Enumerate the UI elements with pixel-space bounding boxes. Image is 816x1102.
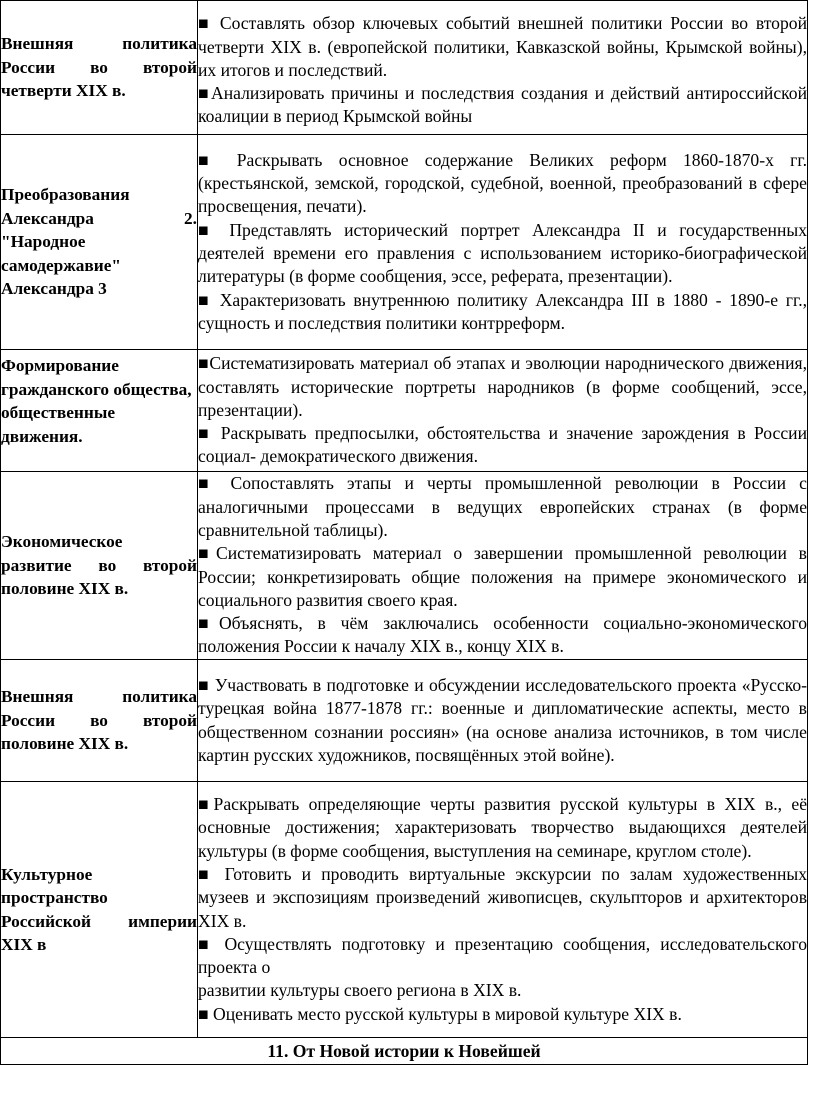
topic-title: Внешняя политика России во второй четверти XIX в.: [1, 34, 197, 101]
content-paragraph: ■ Сопоставлять этапы и черты промышленной революции в России с аналогичными процессами в ведущих европейских странах (в форме сравнительной таблицы).: [198, 473, 807, 540]
content-cell: [198, 472, 808, 660]
content-paragraph: ■ Раскрывать предпосылки, обстоятельства и значение зарождения в России социал- демократического движения.: [198, 423, 807, 467]
table-row: [1, 472, 808, 660]
topic-title: Культурное пространство Российской империи XIX в: [1, 864, 197, 954]
table-row: [1, 350, 808, 472]
content-cell: [198, 350, 808, 472]
table-row: [1, 782, 808, 1038]
content-paragraph: ■Анализировать причины и последствия создания и действий антироссийской коалиции в период Крымской войны: [198, 83, 807, 127]
topic-title: Преобразования Александра 2. "Народное самодержавие" Александра 3: [1, 185, 197, 299]
content-paragraph: ■Систематизировать материал об этапах и эволюции народнического движения, составлять исторические портреты народников (в форме сообщений, эссе, презентации).: [198, 353, 807, 420]
content-cell: [198, 135, 808, 350]
content-paragraph: ■ Участвовать в подготовке и обсуждении исследовательского проекта «Русско-турецкая война 1877-1878 гг.: военные и дипломатические аспекты, место в общественном сознании россиян» (на основе анализа источников, в том числе картин русских художников, посвящённых этой войне).: [198, 674, 807, 765]
topic-title: Экономическое развитие во второй половине XIX в.: [1, 532, 197, 599]
content-paragraph: ■ Характеризовать внутреннюю политику Александра III в 1880 - 1890-е гг., сущность и последствия политики контрреформ.: [198, 289, 807, 333]
content-paragraph: ■ Раскрывать основное содержание Великих реформ 1860-1870-х гг. (крестьянской, земской, городской, судебной, военной, преобразований в сфере просвещения, печати).: [198, 149, 807, 217]
content-cell: [198, 1, 808, 135]
content-cell: [198, 660, 808, 782]
content-paragraph: ■Систематизировать материал о завершении промышленной революции в России; конкретизировать общие положения на примере экономического и социального развития своего края.: [198, 543, 807, 610]
content-paragraph: ■ Представлять исторический портрет Александра II и государственных деятелей времени его правления с использованием историко-биографической литературы (в форме сообщения, эссе, реферата, презентации).: [198, 219, 807, 287]
content-paragraph: ■Объяснять, в чём заключались особенности социально-экономического положения России к началу XIX в., концу XIX в.: [198, 613, 807, 657]
content-paragraph: ■ Составлять обзор ключевых событий внешней политики России во второй четверти XIX в. (европейской политики, Кавказской войны, Крымской войны), их итогов и последствий.: [198, 13, 807, 80]
content-paragraph: ■ Готовить и проводить виртуальные экскурсии по залам художественных музеев и экспозициям произведений живописцев, скульпторов и архитекторов XIX в.: [198, 863, 807, 931]
topic-cell: [1, 1, 198, 135]
topic-title: Формирование гражданского общества, общественные движения.: [1, 356, 192, 446]
topic-cell: [1, 660, 198, 782]
topic-title: Внешняя политика России во второй половине XIX в.: [1, 687, 197, 754]
table-row: [1, 135, 808, 350]
topic-cell: [1, 350, 198, 472]
table-row: [1, 1, 808, 135]
topic-cell: [1, 135, 198, 350]
content-paragraph: ■ Оценивать место русской культуры в мировой культуре XIX в.: [198, 1003, 682, 1024]
content-paragraph: развитии культуры своего региона в XIX в.: [198, 980, 522, 1001]
table-row: [1, 660, 808, 782]
topic-cell: [1, 782, 198, 1038]
section-heading: 11. От Новой истории к Новейшей: [1, 1038, 808, 1065]
content-paragraph: ■Раскрывать определяющие черты развития русской культуры в XIX в., её основные достижения; характеризовать творчество выдающихся деятелей культуры (в форме сообщения, выступления на семинаре, круглом столе).: [198, 794, 807, 861]
table-row: [1, 1038, 808, 1065]
content-cell: [198, 782, 808, 1038]
topic-cell: [1, 472, 198, 660]
content-paragraph: ■ Осуществлять подготовку и презентацию сообщения, исследовательского проекта о: [198, 933, 807, 978]
